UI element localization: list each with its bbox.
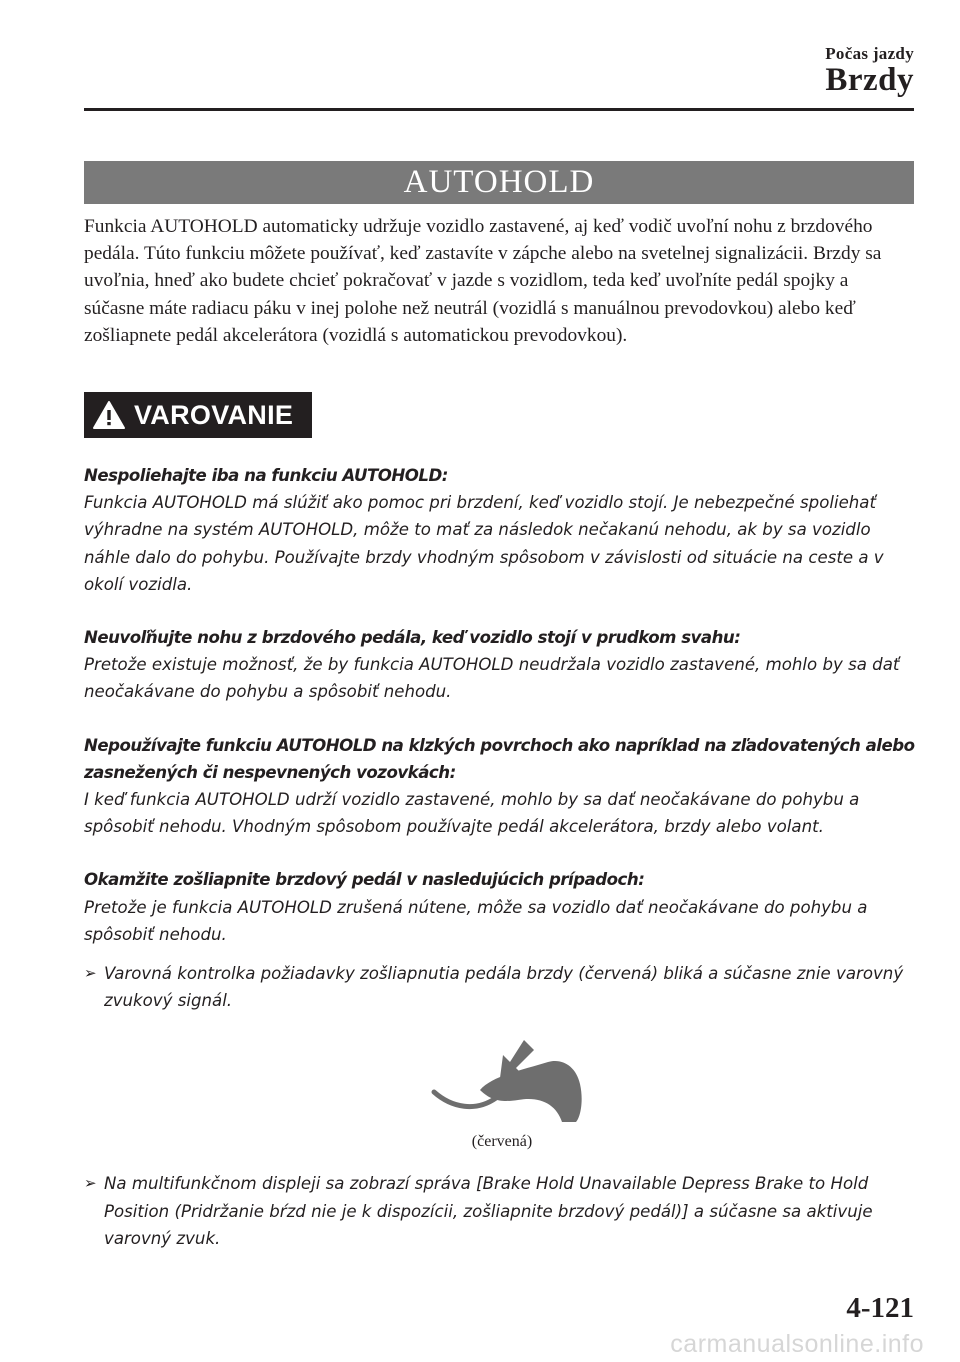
bullet-arrow-icon: ➢: [84, 1174, 97, 1193]
figure: [84, 1032, 920, 1152]
bullet-item: [84, 1170, 920, 1252]
bullet-arrow-icon: ➢: [84, 964, 97, 983]
warning-label: VAROVANIE: [134, 400, 294, 430]
brake-pedal-request-icon: [430, 1032, 586, 1126]
header-rule: [84, 108, 914, 111]
warning-badge: [84, 392, 312, 438]
warning-heading: Okamžite zošliapnite brzdový pedál v nasledujúcich prípadoch:: [84, 870, 645, 890]
warning-text: Pretože existuje možnosť, že by funkcia AUTOHOLD neudržala vozidlo zastavené, mohlo by sa dať neočakávane do pohybu a spôsobiť nehodu.: [84, 655, 900, 702]
section-title-bar: AUTOHOLD: [84, 161, 914, 204]
warning-text: I keď funkcia AUTOHOLD udrží vozidlo zastavené, mohlo by sa dať neočakávane do pohybu a spôsobiť nehodu. Vhodným spôsobom používajte pedál akcelerátora, brzdy alebo volant.: [84, 790, 860, 837]
watermark: carmanualsonline.info: [670, 1330, 924, 1358]
warning-heading: Neuvoľňujte nohu z brzdového pedála, keď vozidlo stojí v prudkom svahu:: [84, 628, 741, 648]
warning-text: Funkcia AUTOHOLD má slúžiť ako pomoc pri brzdení, keď vozidlo stojí. Je nebezpečné spoliehať výhradne na systém AUTOHOLD, môže to mať za následok nečakanú nehodu, ak by sa vozidlo náhle dalo do pohybu. Používajte brzdy vhodným spôsobom v závislosti od situácie na ceste a v okolí vozidla.: [84, 493, 884, 594]
warning-item: [84, 462, 920, 598]
warning-text: Pretože je funkcia AUTOHOLD zrušená nútene, môže sa vozidlo dať neočakávane do pohybu a spôsobiť nehodu.: [84, 897, 868, 944]
header-chapter-title: Brzdy: [825, 62, 914, 98]
bullet-item: [84, 960, 920, 1014]
warning-heading: Nespoliehajte iba na funkciu AUTOHOLD:: [84, 466, 448, 485]
warning-content: [84, 462, 920, 1278]
page-number: 4-121: [846, 1292, 914, 1324]
warning-triangle-icon: [92, 400, 126, 430]
figure-caption: (červená): [471, 1133, 533, 1151]
warning-heading: Nepoužívajte funkciu AUTOHOLD na klzkých povrchoch ako napríklad na zľadovatených alebo zasnežených či nespevnených vozovkách:: [84, 735, 915, 782]
bullet-text: Varovná kontrolka požiadavky zošliapnutia pedála brzdy (červená) bliká a súčasne znie varovný zvukový signál.: [104, 964, 904, 1011]
bullet-text: Na multifunkčnom displeji sa zobrazí správa [Brake Hold Unavailable Depress Brake to Hold Position (Pridržanie bŕzd nie je k dispozícii, zošliapnite brzdový pedál)] a súčasne sa aktivuje varovný zvuk.: [104, 1174, 873, 1248]
header-section-title: Počas jazdy: [825, 44, 914, 63]
warning-item: [84, 866, 920, 948]
intro-paragraph: Funkcia AUTOHOLD automaticky udržuje vozidlo zastavené, aj keď vodič uvoľní nohu z brzdového pedála. Túto funkciu môžete používať, keď zastavíte v zápche alebo na svetelnej signalizácii. Brzdy sa uvoľnia, hneď ako budete chcieť pokračovať v jazde s vozidlom, teda keď uvoľníte pedál spojky a súčasne máte radiacu páku v inej polohe než neutrál (vozidlá s manuálnou prevodovkou) alebo keď zošliapnete pedál akcelerátora (vozidlá s automatickou prevodovkou).: [84, 216, 882, 346]
warning-item: [84, 732, 920, 841]
warning-item: [84, 624, 920, 706]
